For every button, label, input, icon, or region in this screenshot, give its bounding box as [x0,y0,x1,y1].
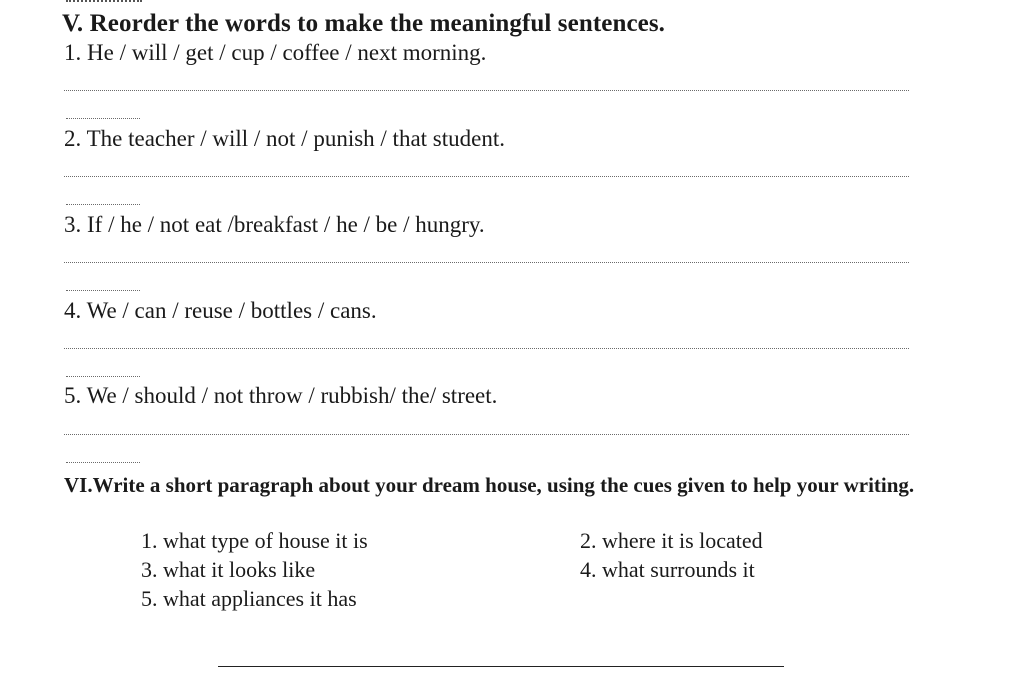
cue-item-5: 5. what appliances it has [141,586,357,611]
cue-item-3: 3. what it looks like [141,557,316,582]
section-5-heading: V. Reorder the words to make the meaningful sentences. [62,10,666,37]
answer-line-5-continuation[interactable] [66,462,140,463]
cue-item-1: 1. what type of house it is [141,528,368,553]
sentence-item-1: 1. He / will / get / cup / coffee / next morning. [64,40,487,65]
answer-line-3-continuation[interactable] [66,290,140,291]
answer-line-3[interactable] [64,262,909,263]
sentence-item-5: 5. We / should / not throw / rubbish/ the/ street. [64,383,498,408]
writing-answer-line[interactable] [218,666,784,667]
top-dotted-fragment [66,0,142,4]
sentence-item-3: 3. If / he / not eat /breakfast / he / be / hungry. [64,212,485,237]
answer-line-4[interactable] [64,348,909,349]
cue-item-2: 2. where it is located [580,528,763,553]
cue-item-4: 4. what surrounds it [580,557,755,582]
sentence-item-2: 2. The teacher / will / not / punish / that student. [64,126,505,151]
answer-line-4-continuation[interactable] [66,376,140,377]
section-6-heading: VI.Write a short paragraph about your dream house, using the cues given to help your writing. [64,473,915,497]
sentence-item-4: 4. We / can / reuse / bottles / cans. [64,298,377,323]
answer-line-2[interactable] [64,176,909,177]
answer-line-5[interactable] [64,434,909,435]
answer-line-2-continuation[interactable] [66,204,140,205]
answer-line-1[interactable] [64,90,909,91]
answer-line-1-continuation[interactable] [66,118,140,119]
